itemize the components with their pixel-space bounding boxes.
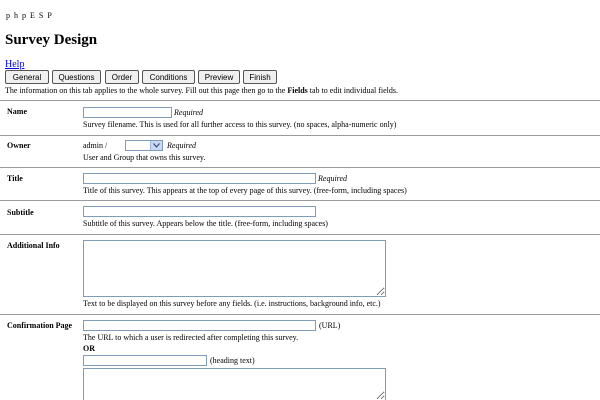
tab-finish[interactable]: Finish — [243, 70, 277, 84]
divider — [0, 167, 600, 168]
app-logo: phpESP — [6, 11, 56, 20]
confirmation-page-label: Confirmation Page — [7, 321, 73, 330]
subtitle-input[interactable] — [83, 206, 316, 217]
confirmation-url-suffix: (URL) — [319, 321, 341, 330]
tab-questions[interactable]: Questions — [52, 70, 101, 84]
title-help: Title of this survey. This appears at the top of every page of this survey. (free-form, including spaces) — [83, 186, 407, 195]
subtitle-help: Subtitle of this survey. Appears below the title. (free-form, including spaces) — [83, 219, 328, 228]
owner-required: Required — [167, 141, 197, 150]
title-required: Required — [318, 174, 348, 183]
confirmation-url-input[interactable] — [83, 320, 316, 331]
intro-text-before: The information on this tab applies to the whole survey. Fill out this page then go to the — [5, 86, 286, 95]
divider — [0, 314, 600, 315]
divider — [0, 234, 600, 235]
subtitle-label: Subtitle — [7, 208, 34, 217]
divider — [0, 100, 600, 101]
name-required: Required — [174, 108, 204, 117]
owner-help: User and Group that owns this survey. — [83, 153, 206, 162]
owner-group-select[interactable] — [125, 140, 163, 151]
intro-text-after: tab to edit individual fields. — [309, 86, 398, 95]
tab-order[interactable]: Order — [105, 70, 139, 84]
confirmation-or-label: OR — [83, 344, 95, 353]
owner-prefix: admin / — [83, 141, 108, 150]
confirmation-heading-input[interactable] — [83, 355, 207, 366]
page-title: Survey Design — [5, 32, 98, 48]
name-input[interactable] — [83, 107, 172, 118]
name-label: Name — [7, 107, 27, 116]
confirmation-heading-suffix: (heading text) — [210, 356, 255, 365]
help-link[interactable]: Help — [5, 59, 25, 70]
confirmation-body-textarea[interactable] — [83, 368, 386, 400]
intro-text — [5, 86, 398, 95]
tab-general[interactable]: General — [5, 70, 49, 84]
title-label: Title — [7, 174, 23, 183]
name-help: Survey filename. This is used for all further access to this survey. (no spaces, alpha-numeric only) — [83, 120, 397, 129]
chevron-down-icon — [150, 141, 162, 150]
confirmation-url-help: The URL to which a user is redirected after completing this survey. — [83, 333, 299, 342]
additional-info-help: Text to be displayed on this survey before any fields. (i.e. instructions, background info, etc.) — [83, 299, 381, 308]
owner-label: Owner — [7, 141, 31, 150]
additional-info-textarea[interactable] — [83, 240, 386, 297]
additional-info-label: Additional Info — [7, 241, 60, 250]
divider — [0, 200, 600, 201]
divider — [0, 135, 600, 136]
tab-preview[interactable]: Preview — [198, 70, 240, 84]
title-input[interactable] — [83, 173, 316, 184]
tab-conditions[interactable]: Conditions — [142, 70, 195, 84]
intro-text-fields: Fields — [287, 86, 308, 95]
